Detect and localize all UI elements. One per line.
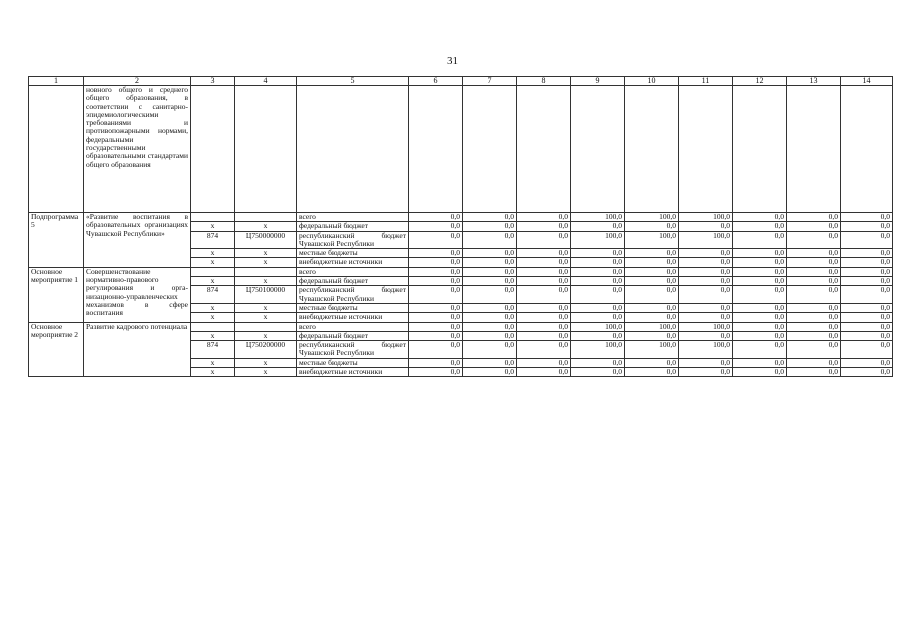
empty-cell [463, 86, 517, 213]
amount-year-col-10: 100,0 [625, 213, 679, 222]
amount-year-col-10: 100,0 [625, 322, 679, 331]
amount-year-col-10: 0,0 [625, 258, 679, 267]
funding-source: местные бюджеты [297, 249, 409, 258]
empty-cell [841, 86, 893, 213]
amount-year-col-8: 0,0 [517, 331, 571, 340]
amount-year-col-7: 0,0 [463, 331, 517, 340]
amount-year-col-9: 0,0 [571, 277, 625, 286]
gov-code [191, 267, 235, 276]
funding-source: всего [297, 213, 409, 222]
funding-source: всего [297, 322, 409, 331]
funding-source: внебюджетные источники [297, 313, 409, 322]
target-code: x [235, 249, 297, 258]
amount-year-col-8: 0,0 [517, 313, 571, 322]
amount-year-col-12: 0,0 [733, 358, 787, 367]
amount-year-col-6: 0,0 [409, 313, 463, 322]
column-number-9: 9 [571, 77, 625, 86]
gov-code: x [191, 331, 235, 340]
amount-year-col-12: 0,0 [733, 331, 787, 340]
gov-code: x [191, 258, 235, 267]
amount-year-col-11: 0,0 [679, 313, 733, 322]
amount-year-col-13: 0,0 [787, 358, 841, 367]
amount-year-col-13: 0,0 [787, 368, 841, 377]
target-code: x [235, 331, 297, 340]
continuation-description: новного общего и среднего общего образования, в соответствии с санитарно-эпидемиологическими требованиями и противопожарными нормами, федеральными государственными образовательными стандартами общего образования [84, 86, 191, 213]
amount-year-col-6: 0,0 [409, 322, 463, 331]
amount-year-col-12: 0,0 [733, 341, 787, 359]
amount-year-col-14: 0,0 [841, 267, 893, 276]
target-code: Ц750000000 [235, 231, 297, 249]
target-code: x [235, 258, 297, 267]
amount-year-col-6: 0,0 [409, 368, 463, 377]
amount-year-col-8: 0,0 [517, 231, 571, 249]
table-row [29, 213, 893, 222]
amount-year-col-9: 0,0 [571, 222, 625, 231]
amount-year-col-11: 100,0 [679, 231, 733, 249]
amount-year-col-14: 0,0 [841, 303, 893, 312]
amount-year-col-14: 0,0 [841, 222, 893, 231]
amount-year-col-12: 0,0 [733, 277, 787, 286]
column-number-1: 1 [29, 77, 84, 86]
empty-cell [625, 86, 679, 213]
amount-year-col-6: 0,0 [409, 341, 463, 359]
amount-year-col-11: 100,0 [679, 341, 733, 359]
amount-year-col-10: 0,0 [625, 267, 679, 276]
target-code: x [235, 303, 297, 312]
continuation-col1 [29, 86, 84, 213]
amount-year-col-12: 0,0 [733, 249, 787, 258]
amount-year-col-10: 0,0 [625, 303, 679, 312]
amount-year-col-10: 0,0 [625, 368, 679, 377]
amount-year-col-8: 0,0 [517, 222, 571, 231]
funding-source: внебюджетные источники [297, 368, 409, 377]
continuation-row [29, 86, 893, 213]
gov-code: x [191, 277, 235, 286]
column-number-3: 3 [191, 77, 235, 86]
amount-year-col-12: 0,0 [733, 368, 787, 377]
empty-cell [191, 86, 235, 213]
amount-year-col-7: 0,0 [463, 249, 517, 258]
empty-cell [787, 86, 841, 213]
target-code: Ц750200000 [235, 341, 297, 359]
gov-code: 874 [191, 341, 235, 359]
amount-year-col-10: 0,0 [625, 286, 679, 304]
target-code: x [235, 277, 297, 286]
amount-year-col-8: 0,0 [517, 368, 571, 377]
amount-year-col-9: 0,0 [571, 258, 625, 267]
column-number-row [29, 77, 893, 86]
amount-year-col-12: 0,0 [733, 222, 787, 231]
amount-year-col-11: 0,0 [679, 358, 733, 367]
funding-source: внебюджетные источники [297, 258, 409, 267]
amount-year-col-13: 0,0 [787, 231, 841, 249]
table-row [29, 267, 893, 276]
amount-year-col-8: 0,0 [517, 267, 571, 276]
amount-year-col-14: 0,0 [841, 286, 893, 304]
empty-cell [733, 86, 787, 213]
amount-year-col-8: 0,0 [517, 303, 571, 312]
program-description: Развитие кадрового потенциала [84, 322, 191, 377]
program-name: Основное мероприятие 1 [29, 267, 84, 322]
target-code: x [235, 313, 297, 322]
amount-year-col-12: 0,0 [733, 303, 787, 312]
amount-year-col-11: 100,0 [679, 322, 733, 331]
amount-year-col-12: 0,0 [733, 267, 787, 276]
amount-year-col-12: 0,0 [733, 322, 787, 331]
amount-year-col-11: 0,0 [679, 331, 733, 340]
amount-year-col-13: 0,0 [787, 267, 841, 276]
amount-year-col-6: 0,0 [409, 331, 463, 340]
amount-year-col-9: 100,0 [571, 213, 625, 222]
page-number: 31 [447, 55, 458, 67]
target-code [235, 213, 297, 222]
funding-source: республиканский бюджет Чувашской Республики [297, 286, 409, 304]
amount-year-col-7: 0,0 [463, 341, 517, 359]
amount-year-col-6: 0,0 [409, 303, 463, 312]
amount-year-col-7: 0,0 [463, 213, 517, 222]
column-number-11: 11 [679, 77, 733, 86]
target-code: x [235, 358, 297, 367]
column-number-5: 5 [297, 77, 409, 86]
amount-year-col-8: 0,0 [517, 341, 571, 359]
amount-year-col-14: 0,0 [841, 313, 893, 322]
amount-year-col-14: 0,0 [841, 358, 893, 367]
funding-source: местные бюджеты [297, 303, 409, 312]
amount-year-col-13: 0,0 [787, 286, 841, 304]
amount-year-col-7: 0,0 [463, 222, 517, 231]
empty-cell [297, 86, 409, 213]
amount-year-col-14: 0,0 [841, 249, 893, 258]
amount-year-col-11: 0,0 [679, 267, 733, 276]
column-number-2: 2 [84, 77, 191, 86]
amount-year-col-11: 100,0 [679, 213, 733, 222]
column-number-13: 13 [787, 77, 841, 86]
column-number-14: 14 [841, 77, 893, 86]
amount-year-col-10: 0,0 [625, 277, 679, 286]
gov-code [191, 213, 235, 222]
empty-cell [517, 86, 571, 213]
amount-year-col-9: 0,0 [571, 313, 625, 322]
program-description: Совершенствование нормативно-правового регулирования и организационно-управленческих механизмов в сфере воспитания [84, 267, 191, 322]
funding-source: федеральный бюджет [297, 222, 409, 231]
amount-year-col-7: 0,0 [463, 267, 517, 276]
gov-code: x [191, 368, 235, 377]
target-code: x [235, 368, 297, 377]
amount-year-col-12: 0,0 [733, 313, 787, 322]
amount-year-col-11: 0,0 [679, 286, 733, 304]
amount-year-col-13: 0,0 [787, 313, 841, 322]
amount-year-col-7: 0,0 [463, 368, 517, 377]
amount-year-col-13: 0,0 [787, 213, 841, 222]
gov-code: 874 [191, 231, 235, 249]
amount-year-col-9: 100,0 [571, 231, 625, 249]
amount-year-col-11: 0,0 [679, 277, 733, 286]
amount-year-col-8: 0,0 [517, 322, 571, 331]
amount-year-col-14: 0,0 [841, 331, 893, 340]
amount-year-col-7: 0,0 [463, 322, 517, 331]
amount-year-col-10: 0,0 [625, 249, 679, 258]
amount-year-col-7: 0,0 [463, 358, 517, 367]
gov-code: x [191, 358, 235, 367]
amount-year-col-10: 100,0 [625, 231, 679, 249]
amount-year-col-13: 0,0 [787, 303, 841, 312]
target-code [235, 322, 297, 331]
amount-year-col-9: 0,0 [571, 286, 625, 304]
funding-source: федеральный бюджет [297, 277, 409, 286]
amount-year-col-12: 0,0 [733, 213, 787, 222]
budget-table [28, 76, 893, 377]
empty-cell [235, 86, 297, 213]
target-code: Ц750100000 [235, 286, 297, 304]
amount-year-col-13: 0,0 [787, 331, 841, 340]
column-number-7: 7 [463, 77, 517, 86]
amount-year-col-8: 0,0 [517, 277, 571, 286]
table-row [29, 322, 893, 331]
amount-year-col-14: 0,0 [841, 322, 893, 331]
amount-year-col-14: 0,0 [841, 231, 893, 249]
amount-year-col-7: 0,0 [463, 303, 517, 312]
amount-year-col-9: 100,0 [571, 341, 625, 359]
amount-year-col-10: 0,0 [625, 358, 679, 367]
amount-year-col-7: 0,0 [463, 231, 517, 249]
amount-year-col-13: 0,0 [787, 277, 841, 286]
amount-year-col-14: 0,0 [841, 258, 893, 267]
amount-year-col-9: 0,0 [571, 249, 625, 258]
amount-year-col-7: 0,0 [463, 286, 517, 304]
amount-year-col-12: 0,0 [733, 286, 787, 304]
amount-year-col-8: 0,0 [517, 286, 571, 304]
funding-source: республиканский бюджет Чувашской Республики [297, 341, 409, 359]
amount-year-col-6: 0,0 [409, 277, 463, 286]
amount-year-col-7: 0,0 [463, 258, 517, 267]
funding-source: всего [297, 267, 409, 276]
amount-year-col-13: 0,0 [787, 341, 841, 359]
gov-code: 874 [191, 286, 235, 304]
program-name: Подпрограмма 5 [29, 213, 84, 268]
amount-year-col-10: 0,0 [625, 313, 679, 322]
amount-year-col-6: 0,0 [409, 249, 463, 258]
amount-year-col-8: 0,0 [517, 258, 571, 267]
amount-year-col-13: 0,0 [787, 322, 841, 331]
empty-cell [679, 86, 733, 213]
amount-year-col-11: 0,0 [679, 249, 733, 258]
empty-cell [571, 86, 625, 213]
amount-year-col-6: 0,0 [409, 286, 463, 304]
column-number-4: 4 [235, 77, 297, 86]
program-description: «Развитие воспитания в образовательных организациях Чувашской Республики» [84, 213, 191, 268]
amount-year-col-11: 0,0 [679, 368, 733, 377]
column-number-10: 10 [625, 77, 679, 86]
funding-source: республиканский бюджет Чувашской Республики [297, 231, 409, 249]
amount-year-col-9: 0,0 [571, 303, 625, 312]
amount-year-col-13: 0,0 [787, 222, 841, 231]
gov-code: x [191, 313, 235, 322]
amount-year-col-9: 0,0 [571, 267, 625, 276]
funding-source: федеральный бюджет [297, 331, 409, 340]
amount-year-col-6: 0,0 [409, 231, 463, 249]
amount-year-col-13: 0,0 [787, 258, 841, 267]
amount-year-col-8: 0,0 [517, 358, 571, 367]
gov-code: x [191, 222, 235, 231]
amount-year-col-7: 0,0 [463, 313, 517, 322]
amount-year-col-6: 0,0 [409, 258, 463, 267]
amount-year-col-9: 0,0 [571, 358, 625, 367]
amount-year-col-14: 0,0 [841, 368, 893, 377]
amount-year-col-12: 0,0 [733, 258, 787, 267]
amount-year-col-13: 0,0 [787, 249, 841, 258]
column-number-6: 6 [409, 77, 463, 86]
amount-year-col-8: 0,0 [517, 249, 571, 258]
amount-year-col-14: 0,0 [841, 277, 893, 286]
amount-year-col-10: 0,0 [625, 222, 679, 231]
amount-year-col-6: 0,0 [409, 267, 463, 276]
funding-source: местные бюджеты [297, 358, 409, 367]
amount-year-col-8: 0,0 [517, 213, 571, 222]
empty-cell [409, 86, 463, 213]
amount-year-col-11: 0,0 [679, 303, 733, 312]
column-number-8: 8 [517, 77, 571, 86]
amount-year-col-6: 0,0 [409, 358, 463, 367]
amount-year-col-6: 0,0 [409, 213, 463, 222]
gov-code: x [191, 249, 235, 258]
gov-code: x [191, 303, 235, 312]
amount-year-col-9: 0,0 [571, 368, 625, 377]
amount-year-col-7: 0,0 [463, 277, 517, 286]
target-code: x [235, 222, 297, 231]
amount-year-col-10: 100,0 [625, 341, 679, 359]
target-code [235, 267, 297, 276]
amount-year-col-11: 0,0 [679, 258, 733, 267]
gov-code [191, 322, 235, 331]
amount-year-col-12: 0,0 [733, 231, 787, 249]
amount-year-col-14: 0,0 [841, 213, 893, 222]
amount-year-col-14: 0,0 [841, 341, 893, 359]
column-number-12: 12 [733, 77, 787, 86]
amount-year-col-11: 0,0 [679, 222, 733, 231]
amount-year-col-10: 0,0 [625, 331, 679, 340]
amount-year-col-9: 100,0 [571, 322, 625, 331]
amount-year-col-9: 0,0 [571, 331, 625, 340]
program-name: Основное мероприятие 2 [29, 322, 84, 377]
amount-year-col-6: 0,0 [409, 222, 463, 231]
